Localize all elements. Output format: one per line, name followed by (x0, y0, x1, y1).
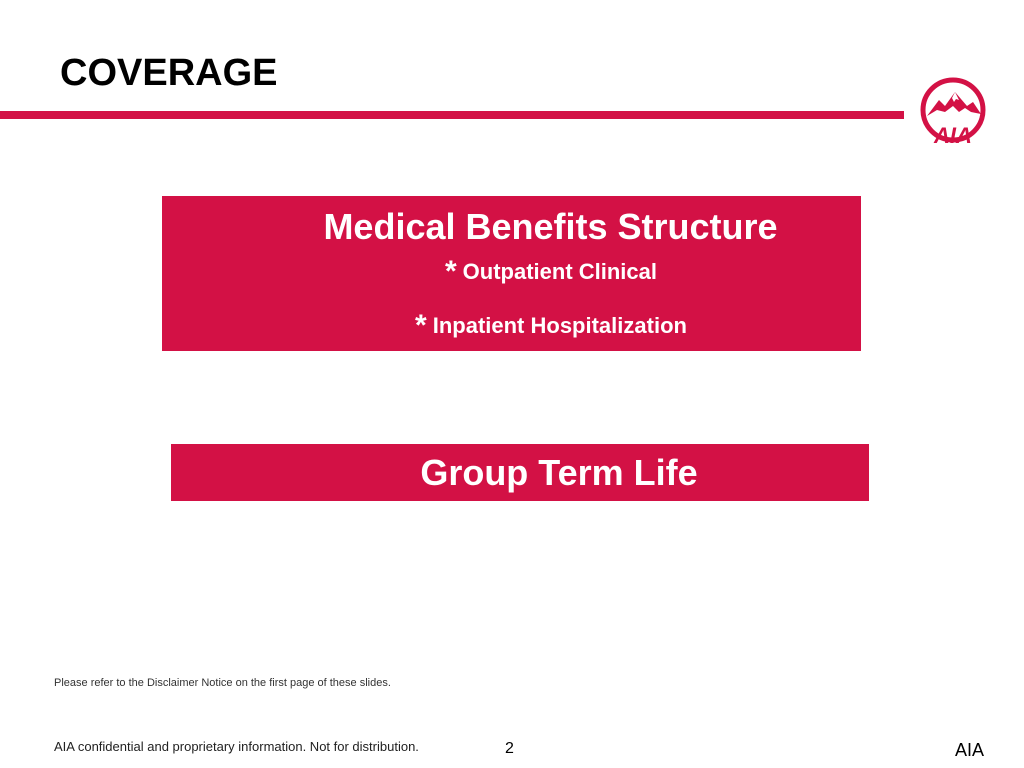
bullet-star-icon: * (415, 309, 427, 342)
group-term-life-heading: Group Term Life (420, 452, 698, 493)
footer-confidential: AIA confidential and proprietary information. Not for distribution. (54, 739, 419, 754)
logo-text: AIA (934, 123, 972, 148)
bullet-inpatient (0, 309, 1024, 342)
aia-logo-icon (919, 76, 987, 150)
group-term-life-box (171, 444, 869, 501)
bullet-outpatient (0, 255, 1024, 288)
bullet-inpatient-label: Inpatient Hospitalization (432, 313, 687, 338)
footer-brand: AIA (955, 740, 985, 760)
medical-benefits-heading: Medical Benefits Structure (323, 206, 778, 247)
bullet-outpatient-label: Outpatient Clinical (462, 259, 658, 284)
title-rule (0, 111, 904, 119)
disclaimer-note: Please refer to the Disclaimer Notice on the first page of these slides. (54, 677, 391, 689)
bullet-star-icon: * (444, 255, 457, 288)
slide-title: COVERAGE (60, 52, 278, 94)
page-number: 2 (505, 740, 514, 757)
